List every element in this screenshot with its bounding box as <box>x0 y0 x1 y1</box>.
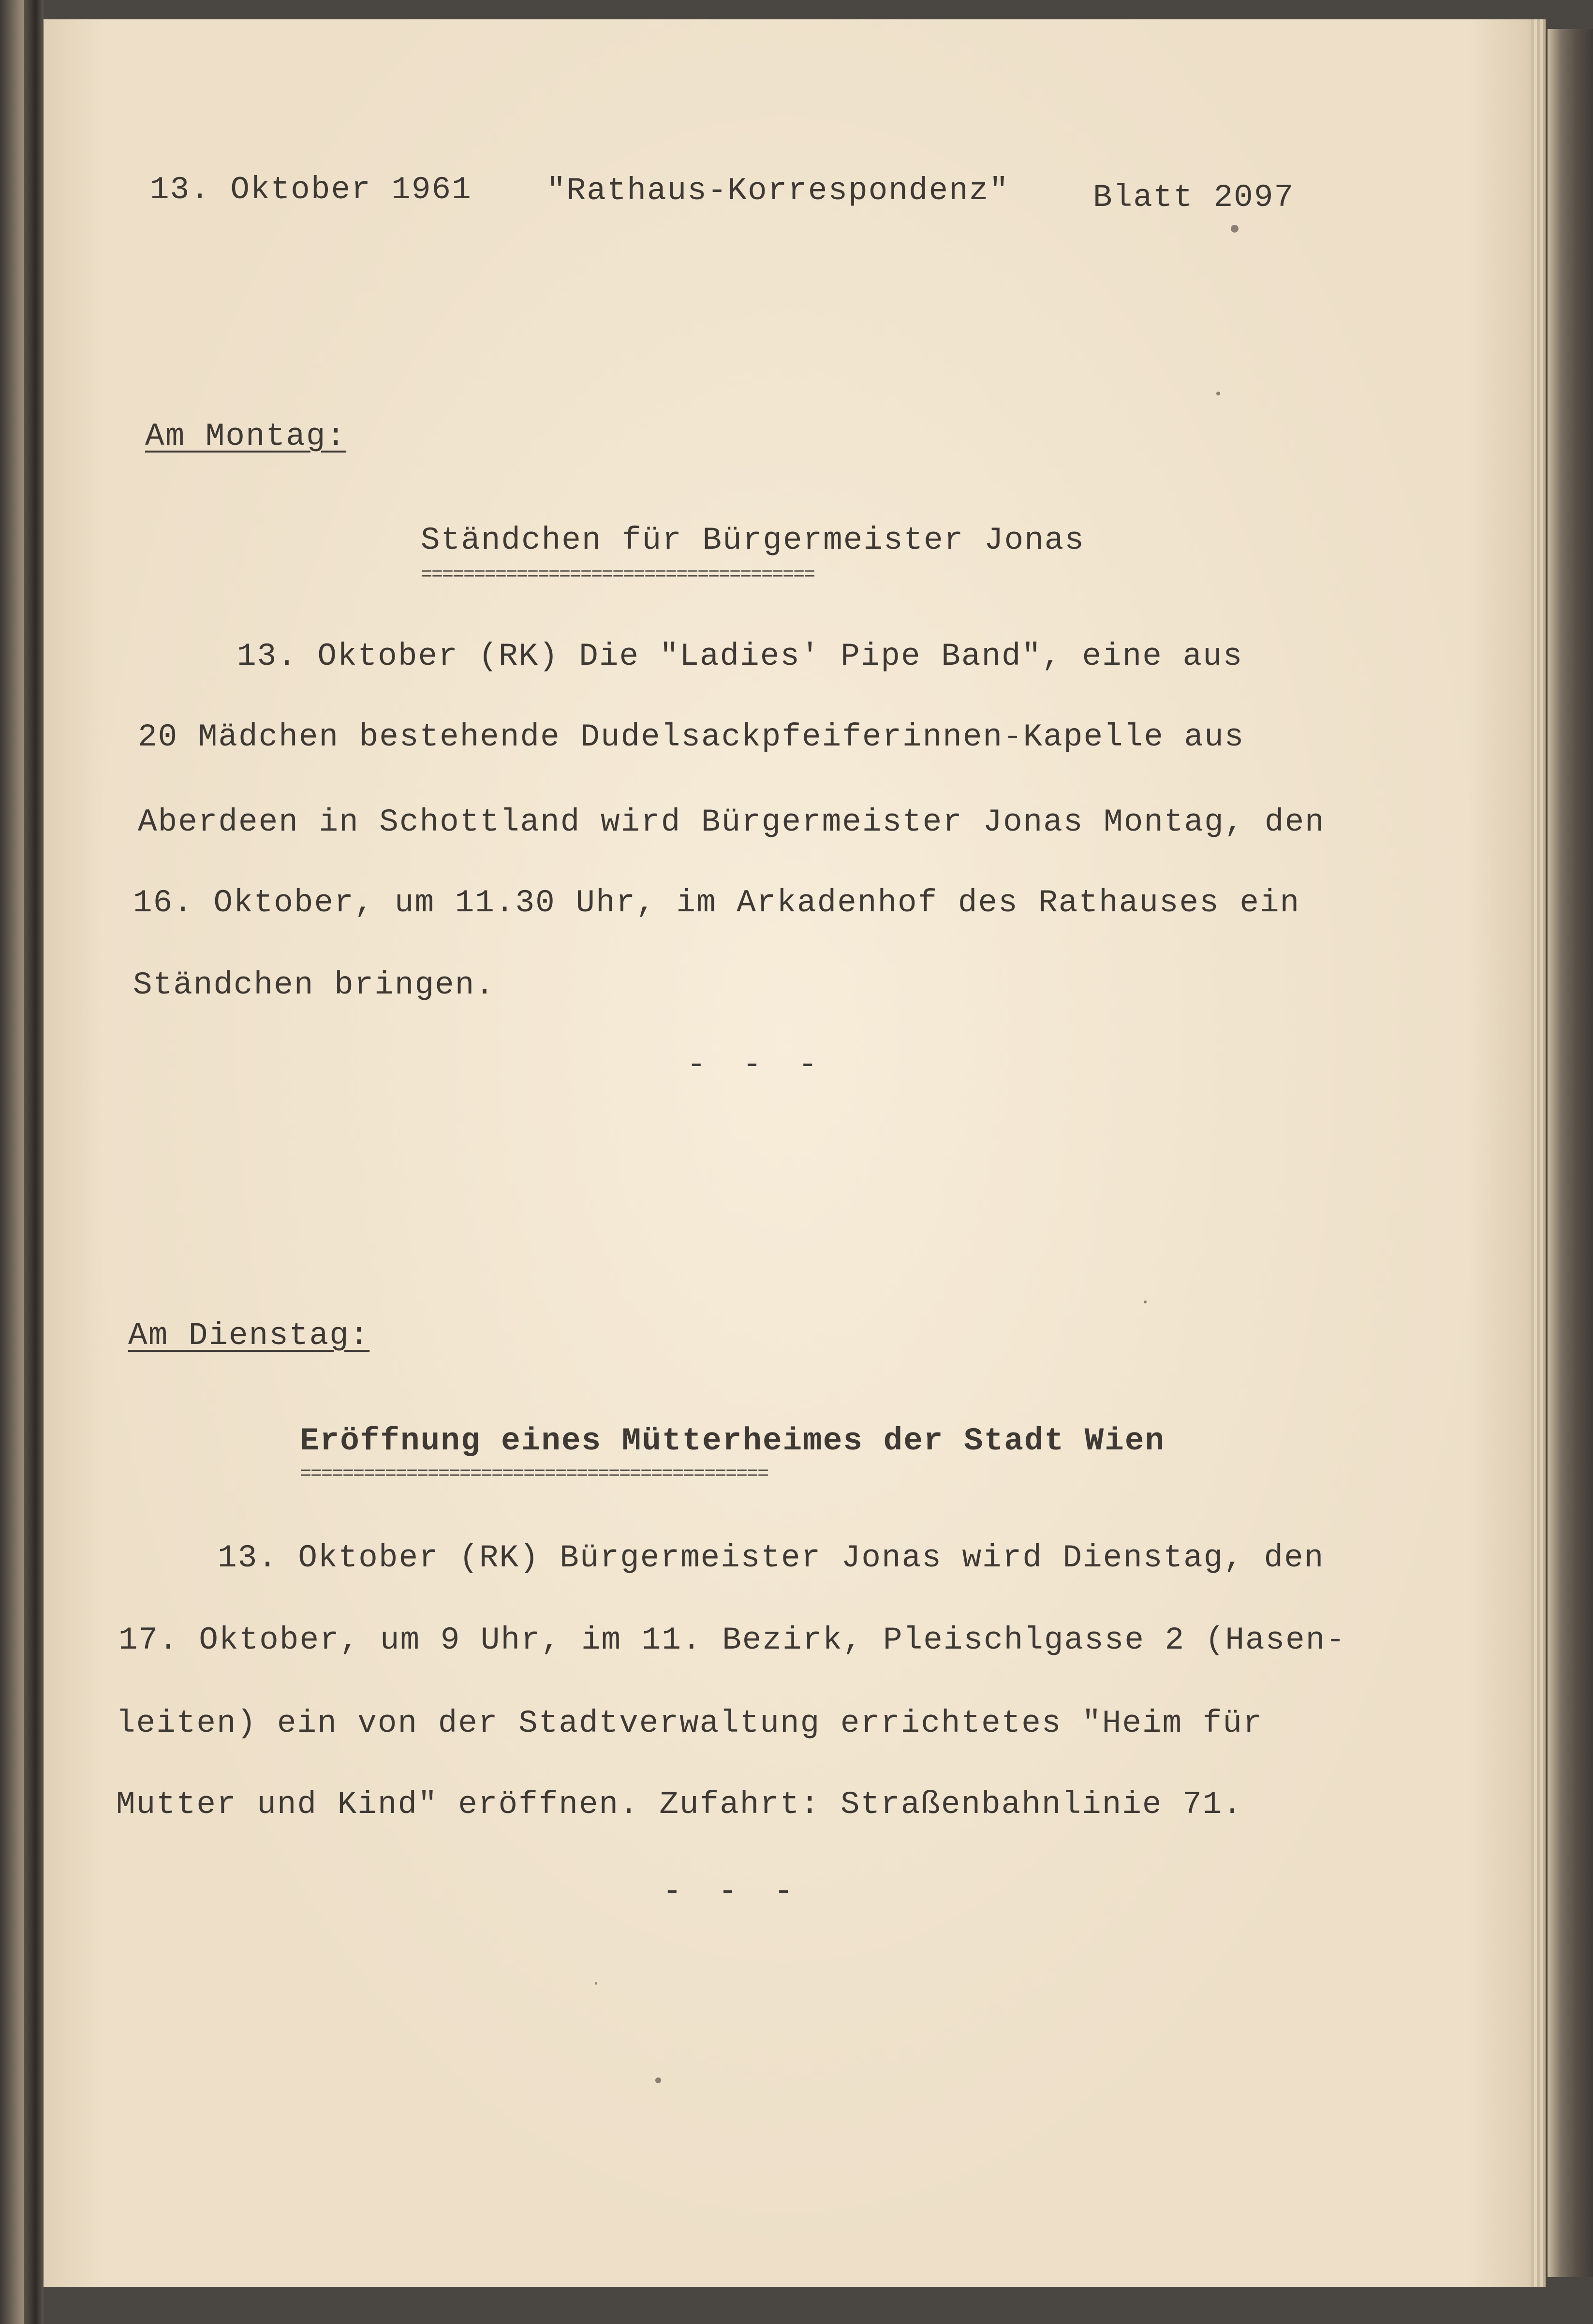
body-line: 16. Oktober, um 11.30 Uhr, im Arkadenhof des Rathauses ein <box>133 885 1300 921</box>
page-stack-edge <box>1548 29 1593 2277</box>
book-binding <box>24 0 44 2324</box>
paper-speck <box>1144 1301 1147 1303</box>
paper-speck <box>595 1982 597 1985</box>
headline-rule-monday: ===================================== <box>421 566 815 585</box>
document-page <box>44 19 1528 2287</box>
day-label-monday: Am Montag: <box>145 418 347 454</box>
body-line: leiten) ein von der Stadtverwaltung errichtetes "Heim für <box>116 1705 1263 1741</box>
paper-speck <box>655 2077 661 2083</box>
section-separator: - - - <box>687 1047 826 1083</box>
body-line: 13. Oktober (RK) Die "Ladies' Pipe Band", eine aus <box>237 638 1243 674</box>
day-label-tuesday: Am Dienstag: <box>128 1317 370 1354</box>
section-separator: - - - <box>663 1873 802 1910</box>
paper-speck <box>1216 392 1220 395</box>
body-line: Aberdeen in Schottland wird Bürgermeister Jonas Montag, den <box>138 804 1325 840</box>
header-publication: "Rathaus-Korrespondenz" <box>546 173 1009 209</box>
headline-rule-tuesday: ============================================ <box>300 1465 768 1484</box>
body-line: 13. Oktober (RK) Bürgermeister Jonas wird Dienstag, den <box>218 1540 1325 1576</box>
header-sheet-number: Blatt 2097 <box>1093 179 1295 216</box>
body-line: Ständchen bringen. <box>133 967 495 1003</box>
paper-speck <box>1231 225 1239 233</box>
header-date: 13. Oktober 1961 <box>150 172 472 208</box>
headline-tuesday: Eröffnung eines Mütterheimes der Stadt Wien <box>300 1423 1165 1459</box>
body-line: 17. Oktober, um 9 Uhr, im 11. Bezirk, Pleischlgasse 2 (Hasen- <box>118 1622 1346 1658</box>
body-line: Mutter und Kind" eröffnen. Zufahrt: Straßenbahnlinie 71. <box>116 1786 1243 1823</box>
headline-monday: Ständchen für Bürgermeister Jonas <box>421 522 1085 558</box>
body-line: 20 Mädchen bestehende Dudelsackpfeiferinnen-Kapelle aus <box>138 719 1245 755</box>
